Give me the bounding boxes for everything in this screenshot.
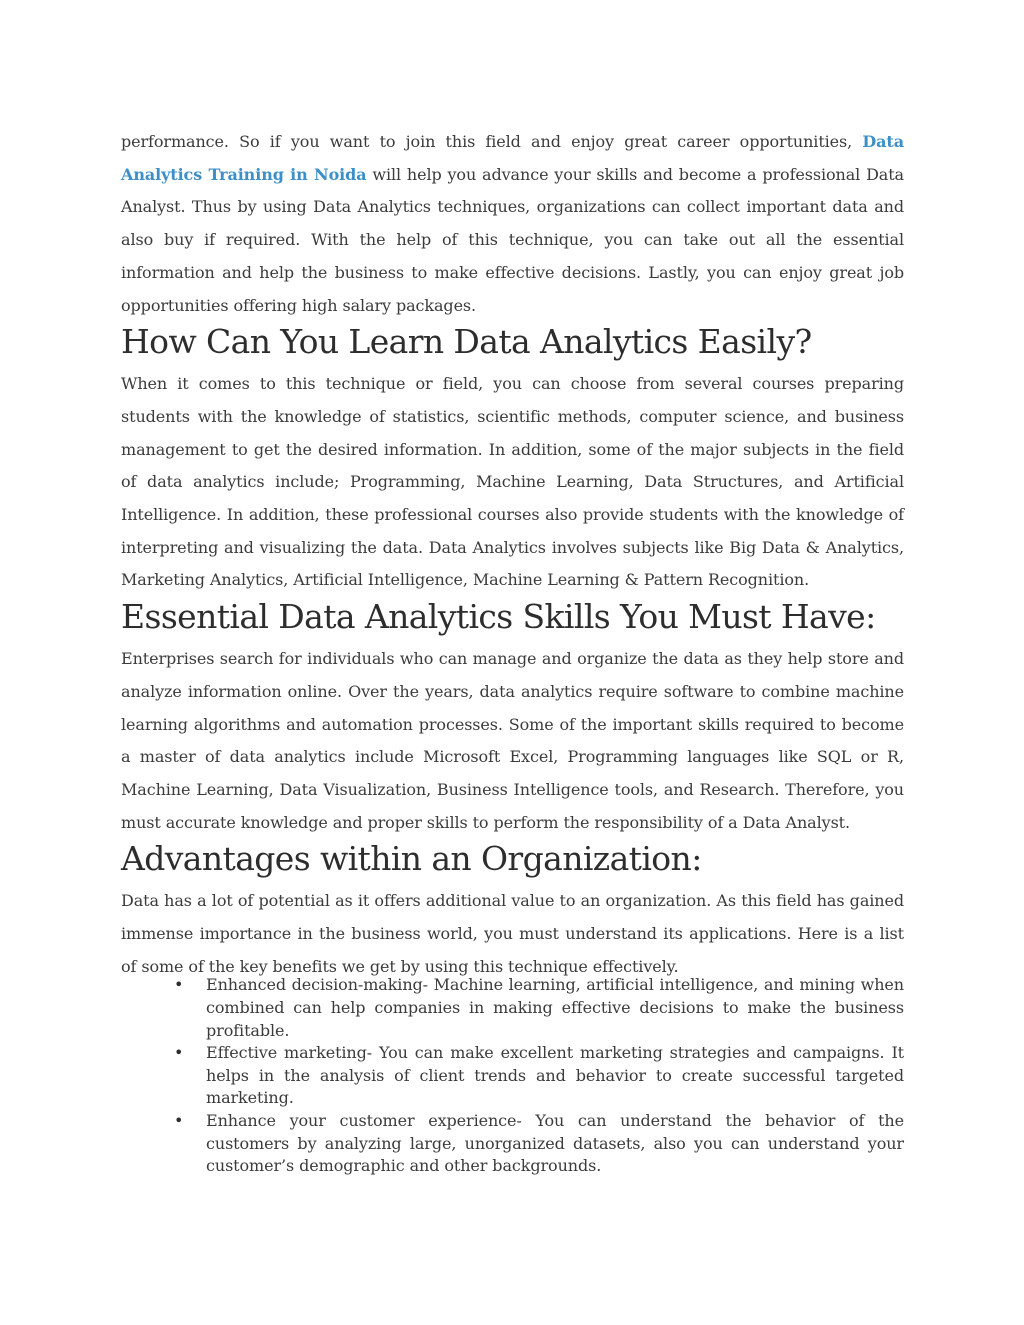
bullet-icon: • <box>174 975 184 995</box>
list-item <box>174 1042 904 1110</box>
intro-text-before-link: performance. So if you want to join this field and enjoy great career opportunities, <box>121 132 863 151</box>
heading-advantages: Advantages within an Organization: <box>121 839 702 879</box>
benefit-text: Enhanced decision-making- Machine learning, artificial intelligence, and mining when combined can help companies in making effective decisions to make the business profitable. <box>206 975 904 1040</box>
heading-essential-skills: Essential Data Analytics Skills You Must Have: <box>121 597 876 637</box>
heading-how-to-learn: How Can You Learn Data Analytics Easily? <box>121 322 812 362</box>
benefits-list <box>121 974 904 1177</box>
benefit-text: Effective marketing- You can make excellent marketing strategies and campaigns. It helps in the analysis of client trends and behavior to create successful targeted marketing. <box>206 1043 904 1108</box>
list-item <box>174 1110 904 1178</box>
bullet-icon: • <box>174 1043 184 1063</box>
intro-paragraph <box>121 126 904 322</box>
data-analytics-training-link[interactable]: Data Analytics Training in Noida <box>121 132 904 184</box>
benefit-text: Enhance your customer experience- You can understand the behavior of the customers by analyzing large, unorganized datasets, also you can understand your customer’s demographic and other backgrounds. <box>206 1111 904 1176</box>
advantages-paragraph: Data has a lot of potential as it offers additional value to an organization. As this field has gained immense importance in the business world, you must understand its applications. Here is a list of some of the key benefits we get by using this technique effectively. <box>121 891 904 976</box>
list-item <box>174 974 904 1042</box>
intro-text-after-link: will help you advance your skills and become a professional Data Analyst. Thus by using Data Analytics techniques, organizations can collect important data and also buy if required. With the help of this technique, you can take out all the essential information and help the business to make effective decisions. Lastly, you can enjoy great job opportunities offering high salary packages. <box>121 164 904 315</box>
bullet-icon: • <box>174 1111 184 1131</box>
document-page <box>121 126 904 1178</box>
essential-skills-paragraph: Enterprises search for individuals who can manage and organize the data as they help store and analyze information online. Over the years, data analytics require software to combine machine learning algorithms and automation processes. Some of the important skills required to become a master of data analytics include Microsoft Excel, Programming languages like SQL or R, Machine Learning, Data Visualization, Business Intelligence tools, and Research. Therefore, you must accurate knowledge and proper skills to perform the responsibility of a Data Analyst. <box>121 649 904 832</box>
how-to-learn-paragraph: When it comes to this technique or field, you can choose from several courses preparing students with the knowledge of statistics, scientific methods, computer science, and business management to get the desired information. In addition, some of the major subjects in the field of data analytics include; Programming, Machine Learning, Data Structures, and Artificial Intelligence. In addition, these professional courses also provide students with the knowledge of interpreting and visualizing the data. Data Analytics involves subjects like Big Data & Analytics, Marketing Analytics, Artificial Intelligence, Machine Learning & Pattern Recognition. <box>121 374 904 590</box>
